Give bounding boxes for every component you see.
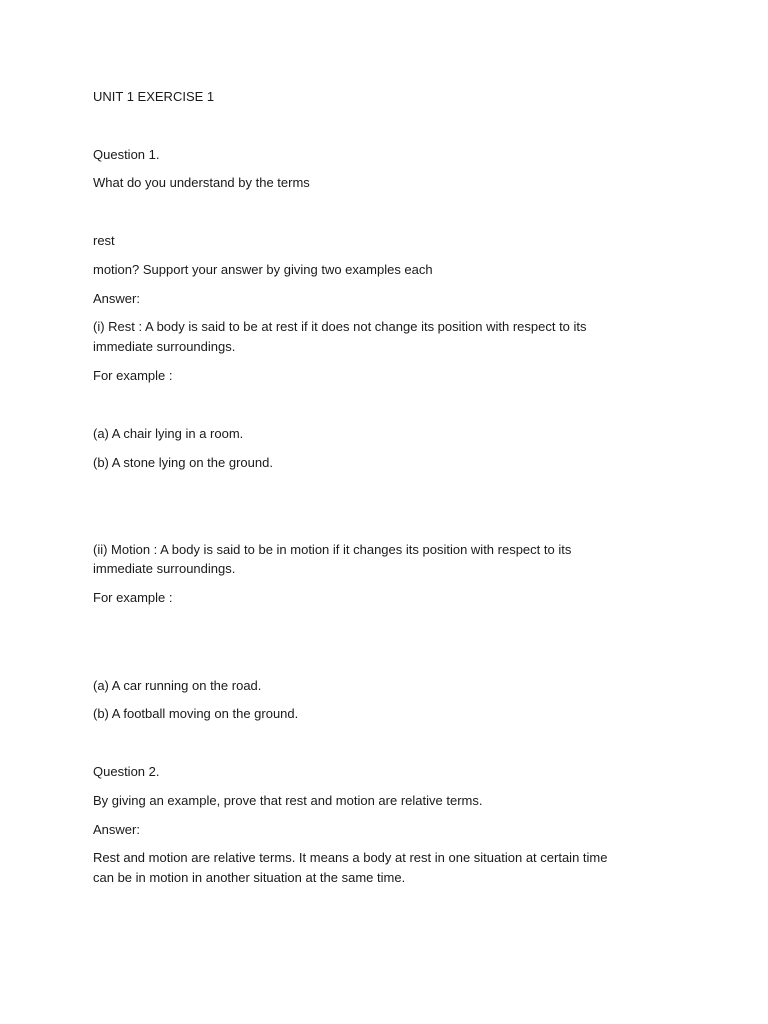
question-2-answer-line-2: can be in motion in another situation at the same time. [93, 870, 406, 885]
motion-definition-line-1: (ii) Motion : A body is said to be in motion if it changes its position with respect to its [93, 542, 572, 557]
question-2-label: Question 2. [93, 764, 160, 779]
question-1-prompt-continued: motion? Support your answer by giving two examples each [93, 262, 433, 277]
motion-example-b: (b) A football moving on the ground. [93, 706, 299, 721]
rest-example-a: (a) A chair lying in a room. [93, 426, 244, 441]
question-2-prompt: By giving an example, prove that rest and motion are relative terms. [93, 793, 483, 808]
motion-example-a: (a) A car running on the road. [93, 678, 262, 693]
motion-example-label: For example : [93, 590, 173, 605]
rest-definition-line-1: (i) Rest : A body is said to be at rest if it does not change its position with respect to its [93, 319, 587, 334]
rest-definition-line-2: immediate surroundings. [93, 339, 236, 354]
question-1-term-rest: rest [93, 233, 115, 248]
question-1-prompt: What do you understand by the terms [93, 175, 310, 190]
rest-example-label: For example : [93, 368, 173, 383]
question-1-answer-label: Answer: [93, 291, 140, 306]
rest-example-b: (b) A stone lying on the ground. [93, 455, 273, 470]
question-2-answer-line-1: Rest and motion are relative terms. It means a body at rest in one situation at certain time [93, 850, 608, 865]
question-2-answer-label: Answer: [93, 822, 140, 837]
question-1-label: Question 1. [93, 147, 160, 162]
motion-definition-line-2: immediate surroundings. [93, 561, 236, 576]
page-heading: UNIT 1 EXERCISE 1 [93, 89, 215, 104]
